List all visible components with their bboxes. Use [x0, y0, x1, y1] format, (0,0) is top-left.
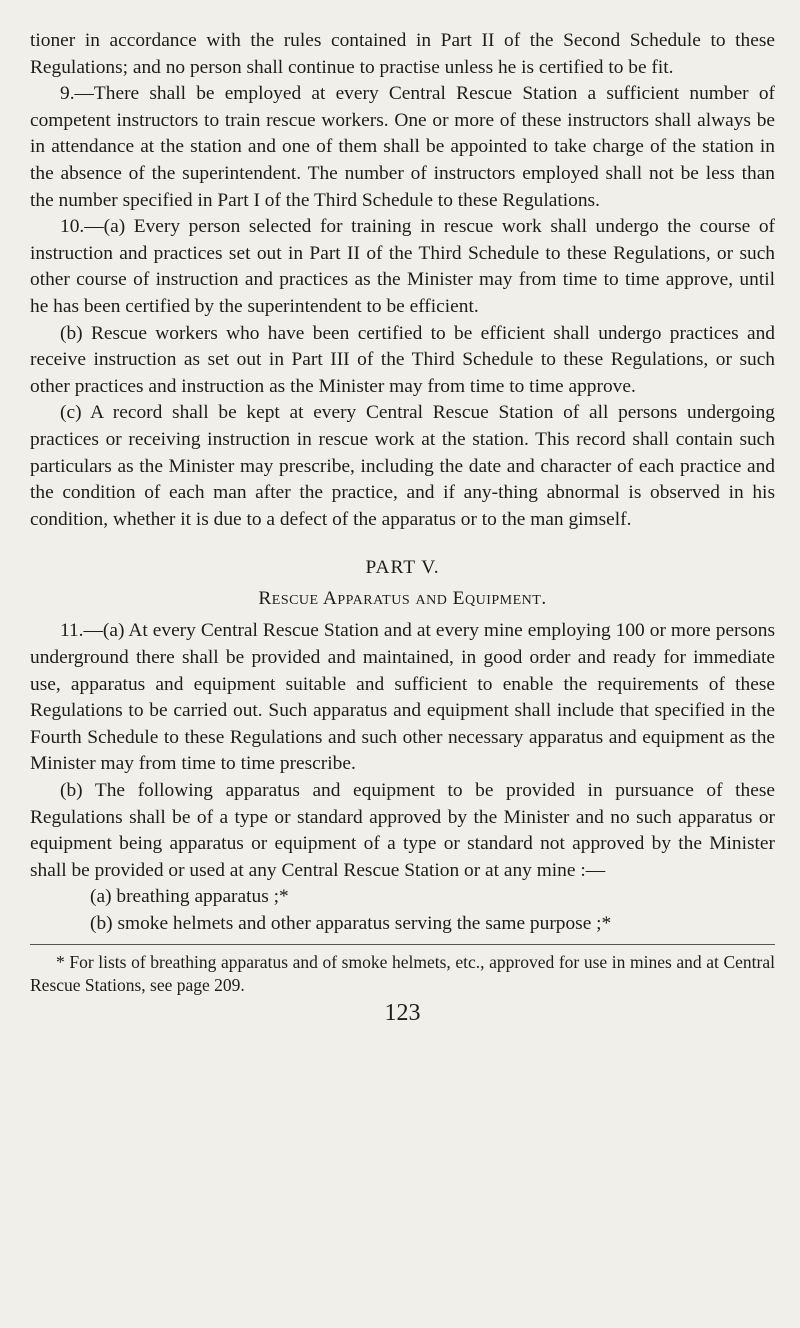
- footnote: * For lists of breathing apparatus and of smoke helmets, etc., approved for use in mines and at Central Rescue Stations, see page 209.: [30, 951, 775, 995]
- regulation-9-paragraph: 9.—There shall be employed at every Central Rescue Station a sufficient number of competent instructors to train rescue workers. One or more of these instructors shall always be in attendance at the station and one of them shall be appointed to take charge of the station in the absence of the superintendent. The number of instructors employed shall not be less than the number specified in Part I of the Third Schedule to these Regulations.: [30, 83, 775, 211]
- continuation-paragraph: tioner in accordance with the rules contained in Part II of the Second Schedule to these Regulations; and no person shall continue to practise unless he is certified to be fit.: [30, 30, 775, 78]
- regulation-11b-paragraph: (b) The following apparatus and equipment to be provided in pursuance of these Regulations shall be of a type or standard approved by the Minister and no such apparatus or equipment being apparatus or equipment of a type or standard not approved by the Minister shall be provided or used at any Central Rescue Station or at any mine :—: [30, 780, 775, 881]
- list-item-breathing-apparatus: (a) breathing apparatus ;*: [90, 886, 289, 908]
- section-heading: Rescue Apparatus and Equipment.: [258, 587, 547, 609]
- regulation-11a-paragraph: 11.—(a) At every Central Rescue Station and at every mine employing 100 or more persons underground there shall be provided and maintained, in good order and ready for immediate use, apparatus and equipment suitable and sufficient to enable the requirements of these Regulations to be carried out. Such apparatus and equipment shall include that specified in the Fourth Schedule to these Regulations and such other necessary apparatus and equipment as the Minister may from time to time prescribe.: [30, 620, 775, 775]
- part-heading: PART V.: [365, 557, 440, 579]
- regulation-10c-paragraph: (c) A record shall be kept at every Central Rescue Station of all persons undergoing practices or receiving instruction in rescue work at the station. This record shall contain such particulars as the Minister may prescribe, including the date and character of each practice and the condition of each man after the practice, and if any-thing abnormal is observed in his condition, whether it is due to a defect of the apparatus or to the man gimself.: [30, 402, 775, 530]
- document-page: [30, 28, 775, 1027]
- list-item-smoke-helmets: (b) smoke helmets and other apparatus serving the same purpose ;*: [90, 913, 612, 934]
- footnote-divider: [30, 944, 775, 945]
- regulation-10a-paragraph: 10.—(a) Every person selected for training in rescue work shall undergo the course of instruction and practices set out in Part II of the Third Schedule to these Regulations, or such other course of instruction and practices as the Minister may from time to time approve, until he has been certified by the superintendent to be efficient.: [30, 216, 775, 317]
- page-number: 123: [384, 999, 421, 1026]
- regulation-10b-paragraph: (b) Rescue workers who have been certified to be efficient shall undergo practices and receive instruction as set out in Part III of the Third Schedule to these Regulations, or such other practices and instruction as the Minister may from time to time approve.: [30, 322, 775, 397]
